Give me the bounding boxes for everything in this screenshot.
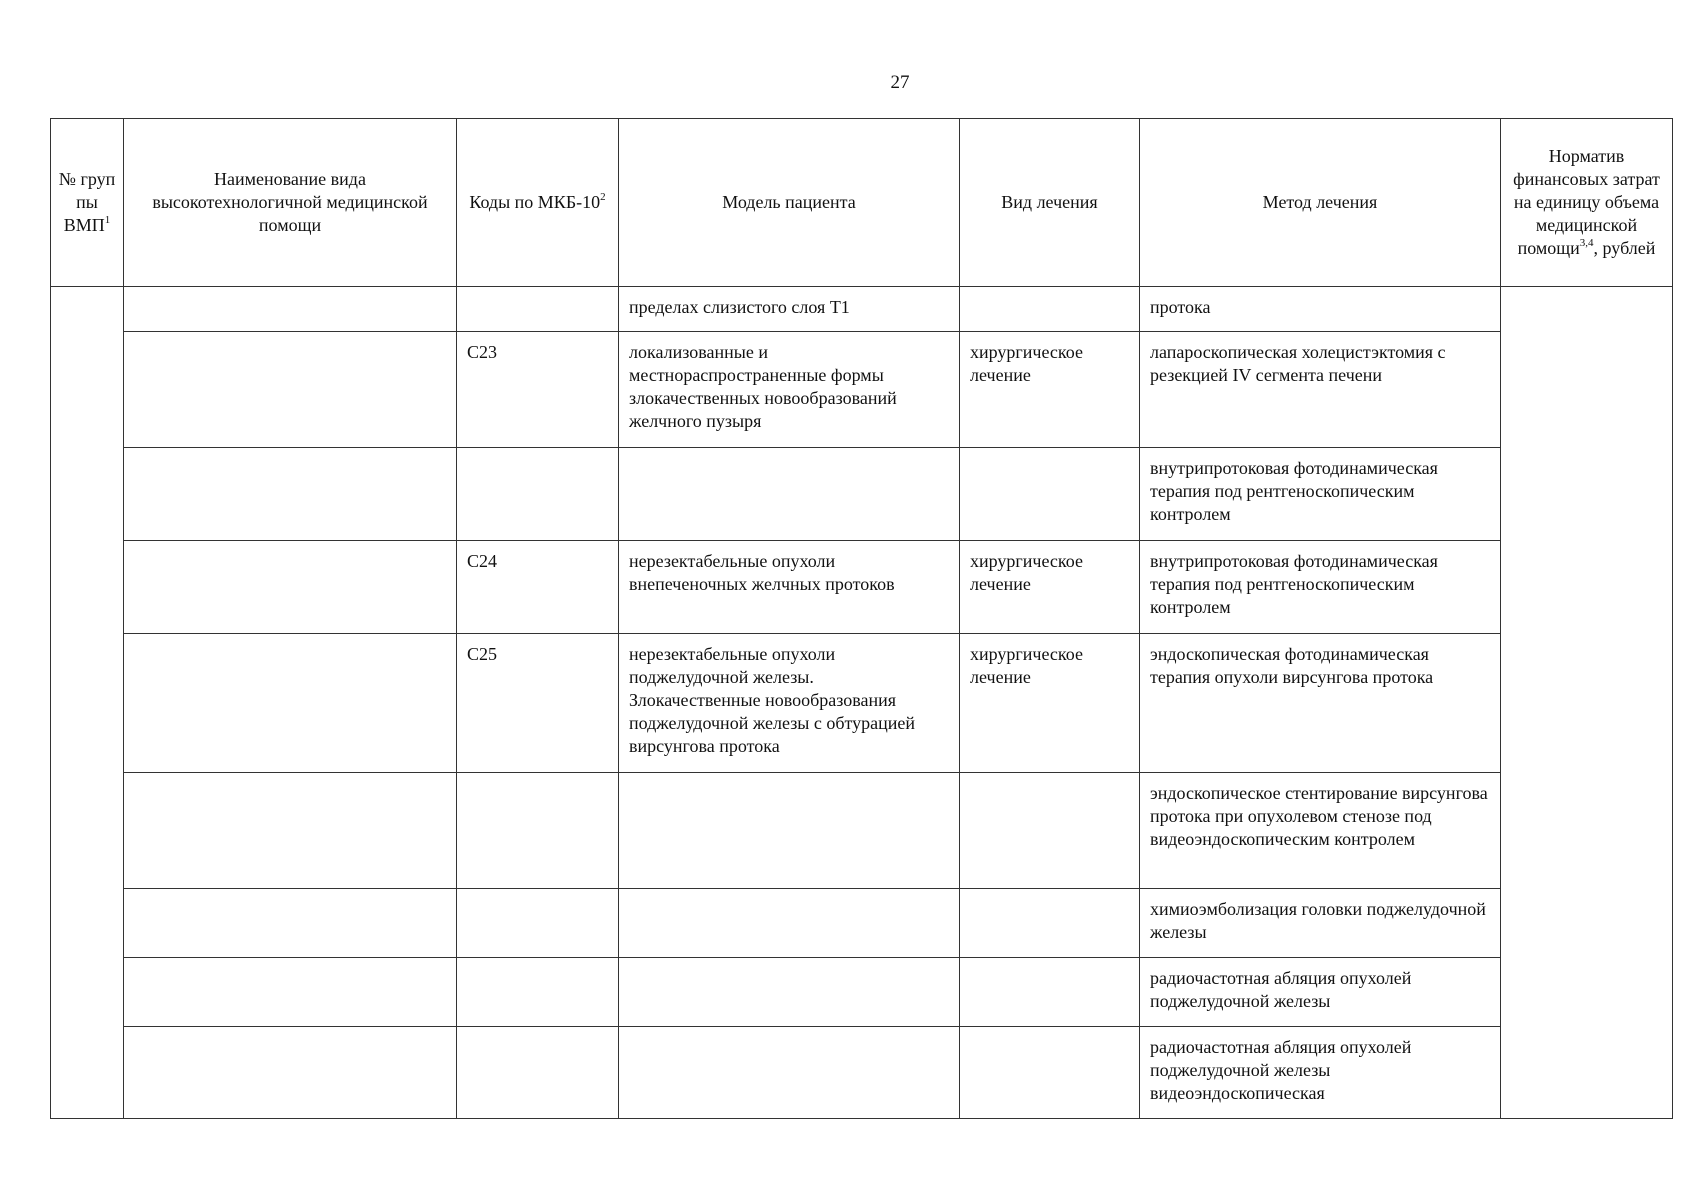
treatment-type-cell: хирургическое лечение [960, 541, 1140, 634]
patient-model-cell: нерезектабельные опухоли поджелудочной железы. Злокачественные новообразования поджелудочной железы с обтурацией вирсунгова протока [619, 634, 960, 773]
table-row [51, 448, 1673, 541]
icd-code-cell [457, 958, 619, 1027]
table-row [51, 1027, 1673, 1119]
treatment-method-cell: эндоскопическая фотодинамическая терапия опухоли вирсунгова протока [1140, 634, 1501, 773]
treatment-method-cell: химиоэмболизация головки поджелудочной железы [1140, 889, 1501, 958]
patient-model-cell [619, 958, 960, 1027]
treatment-method-cell: радиочастотная абляция опухолей поджелудочной железы видеоэндоскопическая [1140, 1027, 1501, 1119]
icd-code-cell [457, 1027, 619, 1119]
table-row [51, 634, 1673, 773]
patient-model-cell [619, 1027, 960, 1119]
treatment-type-cell [960, 1027, 1140, 1119]
patient-model-cell [619, 773, 960, 889]
cost-standard-cell [1501, 287, 1673, 1119]
icd-code-cell: С24 [457, 541, 619, 634]
care-type-cell [124, 634, 457, 773]
treatment-method-cell: эндоскопическое стентирование вирсунгова протока при опухолевом стенозе под видеоэндоскопическим контролем [1140, 773, 1501, 889]
patient-model-cell [619, 448, 960, 541]
treatment-type-cell: хирургическое лечение [960, 634, 1140, 773]
page-number: 27 [890, 72, 910, 93]
icd-code-cell [457, 773, 619, 889]
care-type-cell [124, 332, 457, 448]
patient-model-cell: локализованные и местнораспространенные формы злокачественных новообразований желчного пузыря [619, 332, 960, 448]
treatment-type-cell [960, 773, 1140, 889]
treatment-method-cell: внутрипротоковая фотодинамическая терапия под рентгеноскопическим контролем [1140, 541, 1501, 634]
header-icd-codes: Коды по МКБ-$10^2$ [457, 119, 619, 287]
table-row [51, 958, 1673, 1027]
table-row [51, 889, 1673, 958]
care-type-cell [124, 773, 457, 889]
table-row [51, 541, 1673, 634]
header-care-type-name: Наименование вида высокотехнологичной медицинской помощи [124, 119, 457, 287]
treatment-type-cell: хирургическое лечение [960, 332, 1140, 448]
treatment-method-cell: лапароскопическая холецистэктомия с резекцией IV сегмента печени [1140, 332, 1501, 448]
group-number-cell [51, 287, 124, 1119]
treatment-method-cell: внутрипротоковая фотодинамическая терапия под рентгеноскопическим контролем [1140, 448, 1501, 541]
header-treatment-method: Метод лечения [1140, 119, 1501, 287]
care-type-cell [124, 541, 457, 634]
header-patient-model: Модель пациента [619, 119, 960, 287]
patient-model-cell: пределах слизистого слоя Т1 [619, 287, 960, 332]
header-cost-standard: Норматив финансовых затрат на единицу объема медицинской помощи$^{3,4}$, рублей [1501, 119, 1673, 287]
treatment-method-cell: протока [1140, 287, 1501, 332]
icd-code-cell [457, 448, 619, 541]
care-type-cell [124, 889, 457, 958]
icd-code-cell [457, 889, 619, 958]
header-group-number: № груп пы ВМП$^1$ [51, 119, 124, 287]
icd-code-cell: С25 [457, 634, 619, 773]
patient-model-cell [619, 889, 960, 958]
care-type-cell [124, 1027, 457, 1119]
icd-code-cell [457, 287, 619, 332]
header-treatment-type: Вид лечения [960, 119, 1140, 287]
treatment-method-cell: радиочастотная абляция опухолей поджелудочной железы [1140, 958, 1501, 1027]
care-type-cell [124, 448, 457, 541]
table-row [51, 287, 1673, 332]
table-row [51, 332, 1673, 448]
table-row [51, 773, 1673, 889]
medical-care-table [50, 118, 1673, 1119]
icd-code-cell: С23 [457, 332, 619, 448]
care-type-cell [124, 958, 457, 1027]
treatment-type-cell [960, 287, 1140, 332]
care-type-cell [124, 287, 457, 332]
treatment-type-cell [960, 448, 1140, 541]
table-header-row [51, 119, 1673, 287]
patient-model-cell: нерезектабельные опухоли внепеченочных желчных протоков [619, 541, 960, 634]
treatment-type-cell [960, 889, 1140, 958]
treatment-type-cell [960, 958, 1140, 1027]
